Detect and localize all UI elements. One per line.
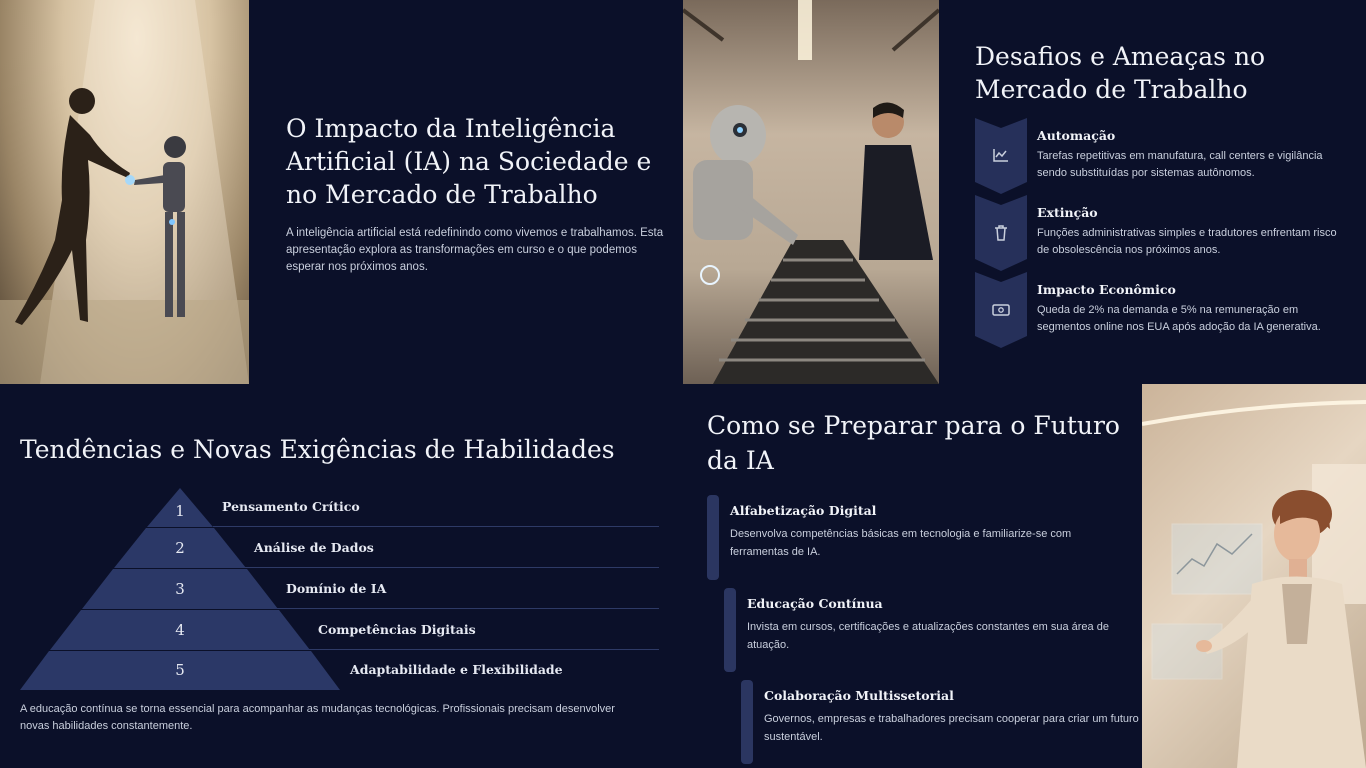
pyramid-level-number: 5 <box>175 661 185 679</box>
image-robot-conveyor <box>683 0 939 384</box>
step-desc: Desenvolva competências básicas em tecnologia e familiarize-se com ferramentas de IA. <box>730 528 1072 558</box>
image-human-robot-handshake <box>0 0 249 384</box>
slide1-body: A inteligência artificial está redefinindo como vivemos e trabalhamos. Esta apresentação explora as transformações em curso e o que podemos esperar nos próximos anos. <box>286 227 664 273</box>
threat-title: Extinção <box>1037 205 1098 220</box>
pyramid-level-number: 2 <box>175 539 185 557</box>
slide3-body: A educação contínua se torna essencial para acompanhar as mudanças tecnológicas. Profissionais precisam desenvolver novas habilidades constantemente. <box>20 703 615 732</box>
threat-desc: Tarefas repetitivas em manufatura, call centers e vigilância sendo substituídas por sistemas autônomos. <box>1037 150 1323 179</box>
step-desc: Governos, empresas e trabalhadores precisam cooperar para criar um futuro sustentável. <box>764 713 1139 743</box>
pyramid-level-number: 4 <box>175 621 185 639</box>
pyramid-level-label: Pensamento Crítico <box>222 499 360 514</box>
slide4-title: Como se Preparar para o Futuro da IA <box>707 411 1120 475</box>
divider <box>309 649 659 650</box>
threat-item-automation <box>975 118 1355 194</box>
pyramid-level-label: Competências Digitais <box>318 622 476 637</box>
divider <box>245 567 659 568</box>
divider <box>277 608 659 609</box>
trash-icon <box>994 225 1008 241</box>
threat-item-economic <box>975 272 1355 348</box>
threat-desc: Queda de 2% na demanda e 5% na remuneração em segmentos online nos EUA após adoção da IA generativa. <box>1037 304 1321 333</box>
threat-desc: Funções administrativas simples e tradutores enfrentam risco de obsolescência nos próximos anos. <box>1037 227 1337 256</box>
pyramid-level-number: 3 <box>175 580 185 598</box>
divider <box>213 526 659 527</box>
step-bar <box>707 495 719 580</box>
step-item <box>707 495 1117 580</box>
pyramid-level-label: Domínio de IA <box>286 581 387 596</box>
step-title: Educação Contínua <box>747 596 883 611</box>
slide1-title: O Impacto da Inteligência Artificial (IA) na Sociedade e no Mercado de Trabalho <box>286 114 652 209</box>
pyramid-level-label: Adaptabilidade e Flexibilidade <box>350 662 563 677</box>
step-desc: Invista em cursos, certificações e atualizações constantes em sua área de atuação. <box>747 621 1109 651</box>
pyramid-level-label: Análise de Dados <box>254 540 374 555</box>
step-item <box>724 588 1124 672</box>
step-title: Colaboração Multissetorial <box>764 688 954 703</box>
chart-icon <box>993 148 1009 162</box>
money-icon <box>992 304 1010 316</box>
step-bar <box>741 680 753 764</box>
threat-title: Impacto Econômico <box>1037 282 1176 297</box>
slide2-title: Desafios e Ameaças no Mercado de Trabalho <box>975 42 1266 104</box>
threat-title: Automação <box>1037 128 1116 143</box>
step-bar <box>724 588 736 672</box>
step-item <box>741 680 1139 764</box>
threat-item-extinction <box>975 195 1355 271</box>
pyramid-level-number: 1 <box>175 502 185 520</box>
step-title: Alfabetização Digital <box>730 503 877 518</box>
slide3-title: Tendências e Novas Exigências de Habilidades <box>20 435 615 464</box>
image-woman-hologram <box>1142 384 1366 768</box>
